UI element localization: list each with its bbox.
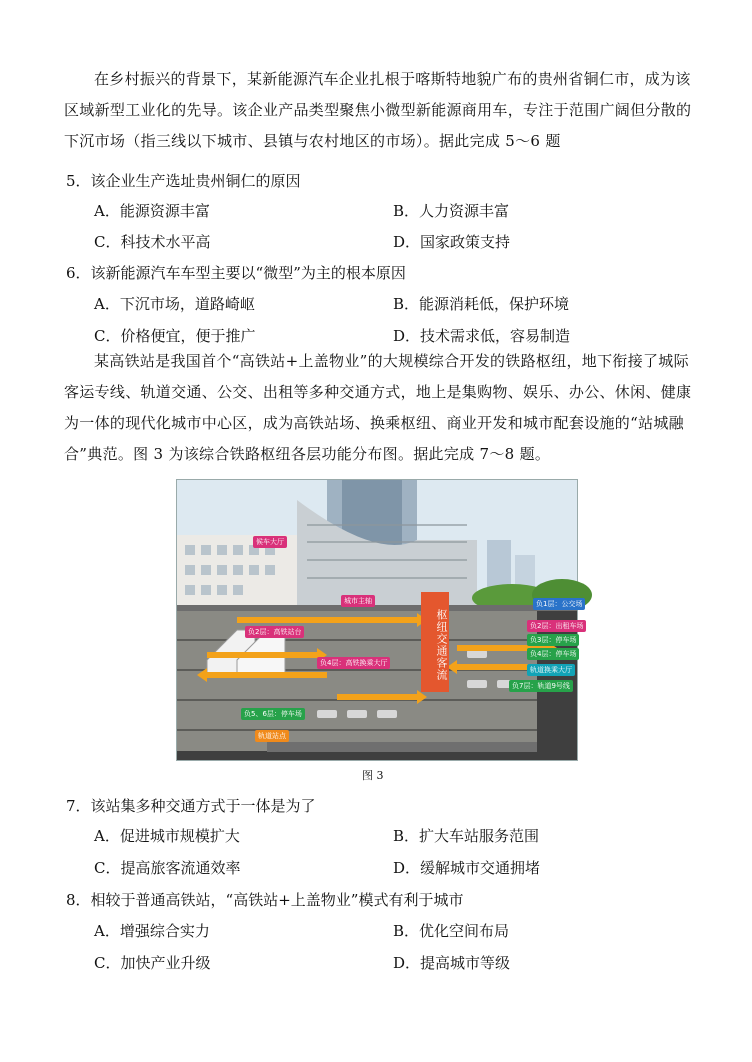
q8-option-d[interactable]: D．提高城市等级 [393,954,511,972]
passage-1: 在乡村振兴的背景下，某新能源汽车企业扎根于喀斯特地貌广布的贵州省铜仁市，成为该区域新型工业化的先导。该企业产品类型聚焦小微型新能源商用车，专注于范围广阔但分散的下沉市场（指三线以下城市、县镇与农村地区的市场）。据此完成 5～6 题 [64,70,692,150]
passage-2: 某高铁站是我国首个“高铁站+上盖物业”的大规模综合开发的铁路枢纽，地下衔接了城际客运专线、轨道交通、公交、出租等多种交通方式，地上是集购物、娱乐、办公、休闲、健康为一体的现代化城市中心区，成为高铁站场、换乘枢纽、商业开发和城市配套设施的“站城融合”典范。图 3 为该综合铁路枢纽各层功能分布图。据此完成 7～8 题。 [64,352,692,463]
tag-b4-parking: 负4层：停车场 [527,648,579,660]
tag-b56-parking: 负5、6层：停车场 [241,708,305,720]
tag-b2-taxi: 负2层：出租车场 [527,620,586,632]
question-5-stem: 5．该企业生产选址贵州铜仁的原因 [66,172,301,190]
q5-option-a[interactable]: A．能源资源丰富 [94,202,210,220]
figure-caption: 图 3 [362,769,384,782]
q7-option-b[interactable]: B．扩大车站服务范围 [393,827,540,845]
tag-b3-parking: 负3层：停车场 [527,634,579,646]
q7-option-a[interactable]: A．促进城市规模扩大 [94,827,240,845]
question-7-stem: 7．该站集多种交通方式于一体是为了 [66,797,316,815]
q8-option-c[interactable]: C．加快产业升级 [94,954,211,972]
tag-b7-metro-line9: 负7层：轨道9号线 [509,680,573,692]
q8-option-b[interactable]: B．优化空间布局 [393,922,510,940]
tag-metro-station: 轨道站点 [255,730,289,742]
q6-option-d[interactable]: D．技术需求低，容易制造 [393,327,571,345]
q5-option-b[interactable]: B．人力资源丰富 [393,202,510,220]
q6-option-a[interactable]: A．下沉市场，道路崎岖 [94,295,255,313]
q7-option-d[interactable]: D．缓解城市交通拥堵 [393,859,541,877]
q7-option-c[interactable]: C．提高旅客流通效率 [94,859,241,877]
q8-option-a[interactable]: A．增强综合实力 [94,922,210,940]
question-8-stem: 8．相较于普通高铁站，“高铁站+上盖物业”模式有利于城市 [66,891,464,909]
tag-metro-transfer-hall: 轨道换乘大厅 [527,664,575,676]
q6-option-c[interactable]: C．价格便宜，便于推广 [94,327,256,345]
q5-option-c[interactable]: C．科技术水平高 [94,233,211,251]
tag-b1-bus: 负1层：公交场 [533,598,585,610]
q6-option-b[interactable]: B．能源消耗低，保护环境 [393,295,570,313]
tag-b2-platform: 负2层：高铁站台 [245,626,304,638]
question-6-stem: 6．该新能源汽车车型主要以“微型”为主的根本原因 [66,264,406,282]
tag-b4-transfer-hall: 负4层：高铁换乘大厅 [317,657,390,669]
tag-waiting-hall: 候车大厅 [253,536,287,548]
station-cross-section-figure [176,479,584,761]
q5-option-d[interactable]: D．国家政策支持 [393,233,511,251]
hub-passenger-flow-label: 枢纽交通客流 [421,592,449,692]
tag-city-axis: 城市主轴 [341,595,375,607]
station-cross-section-illustration [177,480,577,760]
